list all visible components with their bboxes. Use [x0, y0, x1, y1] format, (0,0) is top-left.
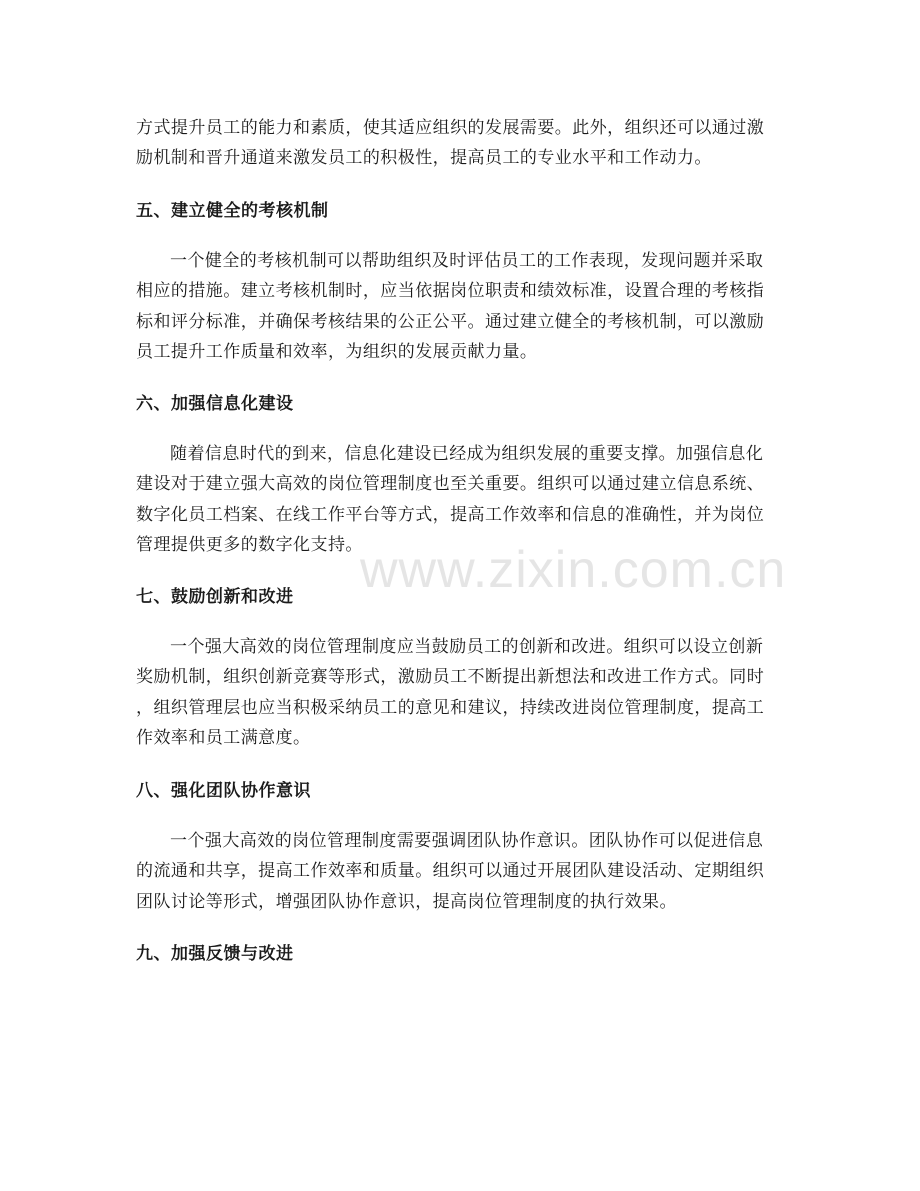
section-6-line-1: 随着信息时代的到来，信息化建设已经成为组织发展的重要支撑。加强信息化 — [170, 444, 764, 464]
section-6-line-2: 建设对于建立强大高效的岗位管理制度也至关重要。组织可以通过建立信息系统、 — [136, 474, 765, 494]
section-8-line-1: 一个强大高效的岗位管理制度需要强调团队协作意识。团队协作可以促进信息 — [170, 831, 764, 851]
section-heading-9: 九、加强反馈与改进 — [136, 944, 294, 964]
section-8-line-3: 团队讨论等形式，增强团队协作意识，提高岗位管理制度的执行效果。 — [136, 892, 677, 912]
section-heading-8: 八、强化团队协作意识 — [136, 781, 311, 801]
watermark: www.zixin.com.cn — [360, 541, 787, 599]
section-7-line-2: 奖励机制，组织创新竞赛等形式，激励员工不断提出新想法和改进工作方式。同时 — [136, 667, 765, 687]
section-7-line-1: 一个强大高效的岗位管理制度应当鼓励员工的创新和改进。组织可以设立创新 — [170, 637, 764, 657]
section-5-line-1: 一个健全的考核机制可以帮助组织及时评估员工的工作表现，发现问题并采取 — [170, 251, 764, 271]
section-6-line-3: 数字化员工档案、在线工作平台等方式，提高工作效率和信息的准确性，并为岗位 — [136, 505, 765, 525]
section-5-line-4: 员工提升工作质量和效率，为组织的发展贡献力量。 — [136, 342, 538, 362]
section-5-line-3: 标和评分标准，并确保考核结果的公正公平。通过建立健全的考核机制，可以激励 — [136, 312, 765, 332]
section-7-line-3: ，组织管理层也应当积极采纳员工的意见和建议，持续改进岗位管理制度，提高工 — [136, 698, 765, 718]
section-7-line-4: 作效率和员工满意度。 — [136, 728, 311, 748]
section-heading-6: 六、加强信息化建设 — [136, 394, 294, 414]
section-5-line-2: 相应的措施。建立考核机制时，应当依据岗位职责和绩效标准，设置合理的考核指 — [136, 281, 765, 301]
section-6-line-4: 管理提供更多的数字化支持。 — [136, 535, 363, 555]
section-heading-5: 五、建立健全的考核机制 — [136, 201, 329, 221]
intro-line-2: 励机制和晋升通道来激发员工的积极性，提高员工的专业水平和工作动力。 — [136, 148, 712, 168]
intro-line-1: 方式提升员工的能力和素质，使其适应组织的发展需要。此外，组织还可以通过激 — [136, 118, 765, 138]
section-8-line-2: 的流通和共享，提高工作效率和质量。组织可以通过开展团队建设活动、定期组织 — [136, 861, 765, 881]
section-heading-7: 七、鼓励创新和改进 — [136, 587, 294, 607]
